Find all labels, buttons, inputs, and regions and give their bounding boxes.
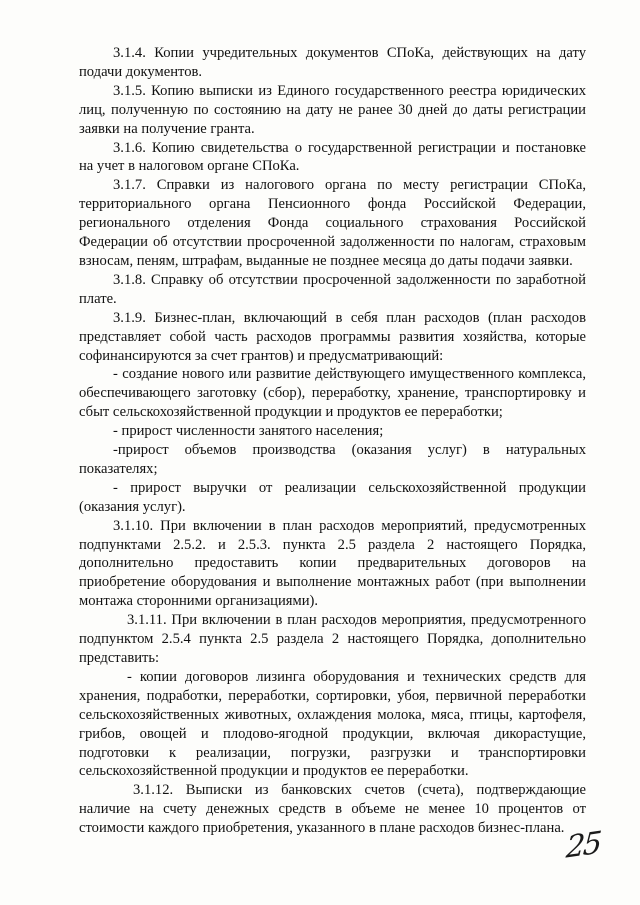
paragraph-3-1-6: 3.1.6. Копию свидетельства о государственной регистрации и постановке на учет в налоговом органе СПоКа. <box>79 139 586 175</box>
paragraph-3-1-7: 3.1.7. Справки из налогового органа по месту регистрации СПоКа, территориального органа Пенсионного фонда Российской Федерации, регионального отделения Фонда социального страхования Российской Федерации об отсутствии просроченной задолженности по налогам, страховым взносам, пеням, штрафам, выданные не позднее месяца до даты подачи заявки. <box>79 177 586 269</box>
paragraph-3-1-5: 3.1.5. Копию выписки из Единого государственного реестра юридических лиц, полученную по состоянию на дату не ранее 30 дней до даты регистрации заявки на получение гранта. <box>79 82 586 137</box>
list-item-3-1-9-b: - прирост численности занятого населения; <box>113 423 384 440</box>
document-body <box>79 44 586 838</box>
list-item-3-1-9-d: - прирост выручки от реализации сельскохозяйственной продукции (оказания услуг). <box>79 479 586 515</box>
list-item-3-1-9-a: - создание нового или развитие действующего имущественного комплекса, обеспечивающего заготовку (сбор), переработку, хранение, транспортировку и сбыт сельскохозяйственной продукции и продуктов ее переработки; <box>79 366 586 421</box>
list-item-3-1-11-a: - копии договоров лизинга оборудования и технических средств для хранения, подработки, переработки, сортировки, убоя, первичной переработки сельскохозяйственных животных, охлаждения молока, мяса, птицы, картофеля, грибов, овощей и плодово-ягодной продукции, включая дикорастущие, подготовки к реализации, погрузки, разгрузки и транспортировки сельскохозяйственной продукции и продуктов ее переработки. <box>79 668 586 780</box>
page-number: 25 <box>564 825 602 866</box>
paragraph-3-1-12: 3.1.12. Выписки из банковских счетов (счета), подтверждающие наличие на счету денежных средств в объеме не менее 10 процентов от стоимости каждого приобретения, указанного в плане расходов бизнес-плана. <box>79 782 586 837</box>
paragraph-3-1-9: 3.1.9. Бизнес-план, включающий в себя план расходов (план расходов представляет собой часть расходов программы развития хозяйства, которые софинансируются за счет грантов) и предусматривающий: <box>79 309 586 364</box>
paragraph-3-1-4: 3.1.4. Копии учредительных документов СПоКа, действующих на дату подачи документов. <box>79 45 586 80</box>
paragraph-3-1-8: 3.1.8. Справку об отсутствии просроченной задолженности по заработной плате. <box>79 271 586 307</box>
paragraph-3-1-11: 3.1.11. При включении в план расходов мероприятия, предусмотренного подпунктом 2.5.4 пункта 2.5 раздела 2 настоящего Порядка, дополнительно представить: <box>79 612 586 666</box>
list-item-3-1-9-c: -прирост объемов производства (оказания услуг) в натуральных показателях; <box>79 442 586 477</box>
paragraph-3-1-10: 3.1.10. При включении в план расходов мероприятий, предусмотренных подпунктами 2.5.2. и 2.5.3. пункта 2.5 раздела 2 настоящего Порядка, дополнительно предоставить копии предварительных договоров на приобретение оборудования и выполнение монтажных работ (при выполнении монтажа сторонними организациями). <box>79 517 586 610</box>
